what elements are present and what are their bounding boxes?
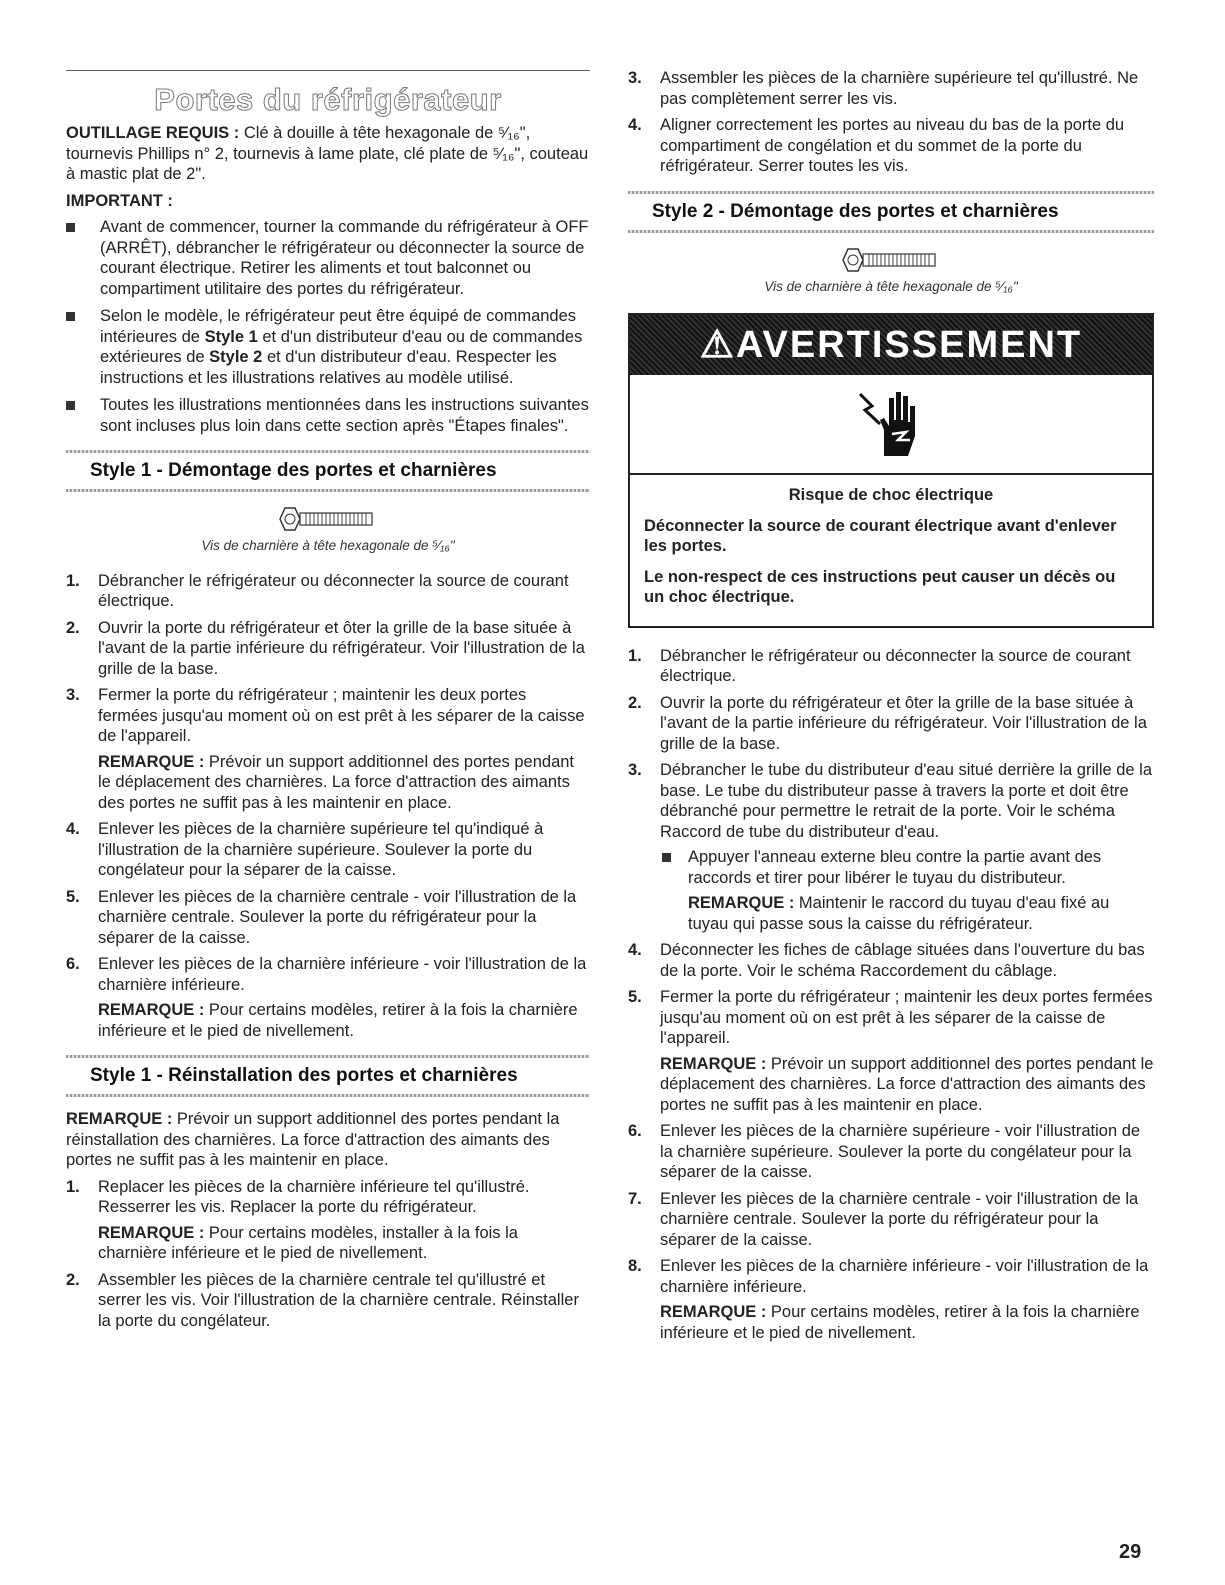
- step-number: 6.: [628, 1122, 642, 1140]
- tools-paragraph: [66, 123, 590, 185]
- sub-list: [660, 847, 1154, 934]
- step-text: Enlever les pièces de la charnière inférieure - voir l'illustration de la charnière inférieure.: [98, 955, 587, 994]
- step-note: [660, 1054, 1154, 1116]
- section-heading: Style 1 - Réinstallation des portes et charnières: [90, 1065, 518, 1086]
- top-rule: [66, 70, 590, 71]
- step-number: 7.: [628, 1189, 642, 1208]
- step-number: 4.: [66, 820, 80, 838]
- list-item: [66, 887, 590, 949]
- hex-screw-icon: [278, 504, 378, 534]
- note-label: REMARQUE :: [98, 1223, 205, 1242]
- warning-body: [630, 475, 1152, 626]
- step-text: Fermer la porte du réfrigérateur ; maintenir les deux portes fermées jusqu'au moment où on est prêt à les séparer de la caisse de l'appareil.: [660, 988, 1153, 1047]
- list-item: [66, 954, 590, 1041]
- note-text: Pour certains modèles, retirer à la fois la charnière inférieure et le pied de nivellement.: [660, 1303, 1140, 1342]
- section-rule: [66, 1094, 590, 1097]
- bullet-text: et d'un distributeur d'eau. Respecter les instructions et les illustrations relatives au modèle utilisé.: [100, 348, 557, 387]
- step-text: Fermer la porte du réfrigérateur ; maintenir les deux portes fermées jusqu'au moment où on est prêt à les séparer de la caisse de l'appareil.: [98, 686, 585, 745]
- tools-text: Clé à douille à tête hexagonale de ⁵⁄₁₆", tournevis Phillips n° 2, tournevis à lame plate, clé plate de ⁵⁄₁₆", couteau à mastic plat de 2".: [66, 124, 589, 183]
- note-text: Pour certains modèles, retirer à la fois la charnière inférieure et le pied de nivellement.: [98, 1001, 578, 1040]
- step-text: Enlever les pièces de la charnière supérieure tel qu'indiqué à l'illustration de la charnière supérieure. Soulever la porte du congélateur pour la séparer de la caisse.: [98, 820, 544, 879]
- section-heading: Style 2 - Démontage des portes et charnières: [652, 200, 1059, 222]
- step-text: Enlever les pièces de la charnière centrale - voir l'illustration de la charnière centrale. Soulever la porte du réfrigérateur pour la séparer de la caisse.: [98, 887, 577, 947]
- step-number: 4.: [628, 116, 642, 134]
- step-text: Enlever les pièces de la charnière centrale - voir l'illustration de la charnière centrale. Soulever la porte du réfrigérateur pour la séparer de la caisse.: [660, 1189, 1139, 1249]
- section-rule: [66, 1055, 590, 1058]
- step-text: Ouvrir la porte du réfrigérateur et ôter la grille de la base située à l'avant de la partie inférieure du réfrigérateur. Voir l'illustration de la grille de la base.: [98, 618, 585, 678]
- list-item: Avant de commencer, tourner la commande du réfrigérateur à OFF (ARRÊT), débrancher le réfrigérateur ou déconnecter la source de courant électrique. Retirer les aliments et tout balconnet ou compartiment utilitaire des portes du réfrigérateur.: [66, 217, 590, 299]
- step-number: 2.: [628, 693, 642, 712]
- note-label: REMARQUE :: [660, 1054, 767, 1073]
- step-note: [688, 893, 1154, 934]
- tools-label: OUTILLAGE REQUIS :: [66, 124, 240, 142]
- step-number: 2.: [66, 618, 80, 637]
- step-number: 8.: [628, 1257, 642, 1275]
- note-text: Prévoir un support additionnel des portes pendant le déplacement des charnières. La force d'attraction des aimants des portes ne suffit pas à les maintenir en place.: [660, 1054, 1154, 1114]
- section-style2-removal: [628, 191, 1154, 233]
- list-item: [66, 819, 590, 881]
- list-item: [66, 306, 590, 388]
- step-note: [98, 1000, 590, 1041]
- warning-risk: Risque de choc électrique: [788, 486, 994, 504]
- screw-caption: Vis de charnière à tête hexagonale de ⁵⁄₁₆": [201, 538, 455, 553]
- step-text: Aligner correctement les portes au niveau du bas de la porte du compartiment de congélation et du sommet de la porte du réfrigérateur. Serrer toutes les vis.: [660, 116, 1125, 175]
- section-style1-reinstall: [66, 1055, 590, 1097]
- step-text: Assembler les pièces de la charnière supérieure tel qu'illustré. Ne pas complètement serrer les vis.: [660, 69, 1139, 108]
- section-style1-removal: [66, 450, 590, 492]
- section-rule: [66, 450, 590, 453]
- step-number: 3.: [628, 69, 642, 87]
- step-text: Enlever les pièces de la charnière inférieure - voir l'illustration de la charnière inférieure.: [660, 1257, 1149, 1296]
- list-item: [628, 760, 1154, 934]
- step-number: 1.: [66, 571, 80, 590]
- step-text: Appuyer l'anneau externe bleu contre la partie avant des raccords et tirer pour libérer le tuyau du distributeur.: [688, 848, 1102, 887]
- step-number: 3.: [628, 761, 642, 779]
- note-text: Prévoir un support additionnel des portes pendant le déplacement des charnières. La force d'attraction des aimants des portes ne suffit pas à les maintenir en place.: [98, 752, 575, 812]
- list-item: [628, 693, 1154, 755]
- step-number: 1.: [628, 646, 642, 665]
- electric-shock-hand-icon: [856, 384, 926, 464]
- bullet-text: Selon le modèle, le réfrigérateur peut être équipé de commandes intérieures de: [100, 307, 577, 346]
- step-number: 1.: [66, 1177, 80, 1196]
- warning-line: Le non-respect de ces instructions peut causer un décès ou un choc électrique.: [644, 567, 1116, 606]
- note-label: REMARQUE :: [66, 1110, 173, 1128]
- step-number: 5.: [66, 887, 80, 906]
- page-title: Portes du réfrigérateur: [154, 82, 502, 117]
- step-note: [98, 1223, 590, 1264]
- bullet-text: et d'un distributeur d'eau ou de commandes extérieures de: [100, 327, 583, 366]
- step-text: Déconnecter les fiches de câblage situées dans l'ouverture du bas de la porte. Voir le schéma Raccordement du câblage.: [660, 941, 1145, 980]
- screw-caption: Vis de charnière à tête hexagonale de ⁵⁄₁₆": [764, 278, 1018, 294]
- section-rule: [628, 191, 1154, 194]
- list-item: Toutes les illustrations mentionnées dans les instructions suivantes sont incluses plus loin dans cette section après "Étapes finales".: [66, 395, 590, 436]
- step-number: 3.: [66, 686, 80, 704]
- important-label: IMPORTANT :: [66, 191, 173, 210]
- note-label: REMARQUE :: [660, 1303, 767, 1321]
- style2-steps: [628, 646, 1154, 1344]
- reinstall-steps: [66, 1177, 590, 1332]
- step-text: Débrancher le réfrigérateur ou déconnecter la source de courant électrique.: [98, 571, 569, 610]
- step-text: Débrancher le tube du distributeur d'eau situé derrière la grille de la base. Le tube du distributeur passe à travers la porte et doit être débranché pour permettre le retrait de la porte. Voir le schéma Raccord de tube du distributeur d'eau.: [660, 761, 1153, 841]
- step-number: 2.: [66, 1270, 80, 1289]
- note-label: REMARQUE :: [98, 752, 205, 771]
- warning-title: ⚠AVERTISSEMENT: [630, 315, 1152, 375]
- list-item: [628, 646, 1154, 687]
- style2-label: Style 2: [209, 348, 263, 366]
- list-item: [66, 1270, 590, 1332]
- list-item: [628, 68, 1154, 109]
- warning-line: Déconnecter la source de courant électrique avant d'enlever les portes.: [644, 516, 1117, 555]
- note-text: Maintenir le raccord du tuyau d'eau fixé au tuyau qui passe sous la caisse du réfrigérateur.: [688, 894, 1110, 933]
- important-list: [66, 217, 590, 436]
- list-item: [628, 987, 1154, 1115]
- left-column: [66, 70, 590, 1337]
- warning-box: [628, 313, 1154, 628]
- right-column: [628, 68, 1154, 1349]
- list-item: [66, 685, 590, 813]
- reinstall-steps-continued: [628, 68, 1154, 177]
- list-item: [66, 618, 590, 680]
- warning-icon-area: [630, 375, 1152, 475]
- list-item: [628, 1121, 1154, 1183]
- note-label: REMARQUE :: [98, 1001, 205, 1019]
- list-item: [660, 847, 1154, 934]
- list-item: [66, 1177, 590, 1264]
- step-note: [660, 1302, 1154, 1343]
- step-number: 6.: [66, 955, 80, 973]
- list-item: [628, 115, 1154, 177]
- section-rule: [628, 230, 1154, 233]
- list-item: [628, 1189, 1154, 1251]
- step-text: Ouvrir la porte du réfrigérateur et ôter la grille de la base située à l'avant de la partie inférieure du réfrigérateur. Voir l'illustration de la grille de la base.: [660, 693, 1147, 753]
- list-item: [628, 940, 1154, 981]
- step-number: 5.: [628, 988, 642, 1006]
- step-text: Assembler les pièces de la charnière centrale tel qu'illustré et serrer les vis. Voir l'illustration de la charnière centrale. Réinstaller la porte du congélateur.: [98, 1270, 579, 1330]
- note-text: Pour certains modèles, installer à la fois la charnière inférieure et le pied de nivellement.: [98, 1223, 518, 1262]
- step-note: [98, 752, 590, 814]
- note-label: REMARQUE :: [688, 894, 795, 912]
- list-item: [66, 571, 590, 612]
- step-text: Débrancher le réfrigérateur ou déconnecter la source de courant électrique.: [660, 646, 1131, 685]
- step-text: Enlever les pièces de la charnière supérieure - voir l'illustration de la charnière supérieure. Soulever la porte du congélateur pour la séparer de la caisse.: [660, 1122, 1141, 1181]
- section-heading: Style 1 - Démontage des portes et charnières: [90, 460, 497, 481]
- step-number: 4.: [628, 941, 642, 959]
- reinstall-note: [66, 1109, 590, 1171]
- page-number: 29: [1119, 1541, 1142, 1563]
- section-rule: [66, 489, 590, 492]
- hex-screw-icon: [841, 245, 941, 275]
- style1-steps: [66, 571, 590, 1042]
- note-text: Prévoir un support additionnel des portes pendant la réinstallation des charnières. La force d'attraction des aimants des portes ne suffit pas à les maintenir en place.: [66, 1110, 560, 1169]
- style1-label: Style 1: [204, 327, 258, 346]
- step-text: Replacer les pièces de la charnière inférieure tel qu'illustré. Resserrer les vis. Replacer la porte du réfrigérateur.: [98, 1177, 530, 1216]
- list-item: [628, 1256, 1154, 1343]
